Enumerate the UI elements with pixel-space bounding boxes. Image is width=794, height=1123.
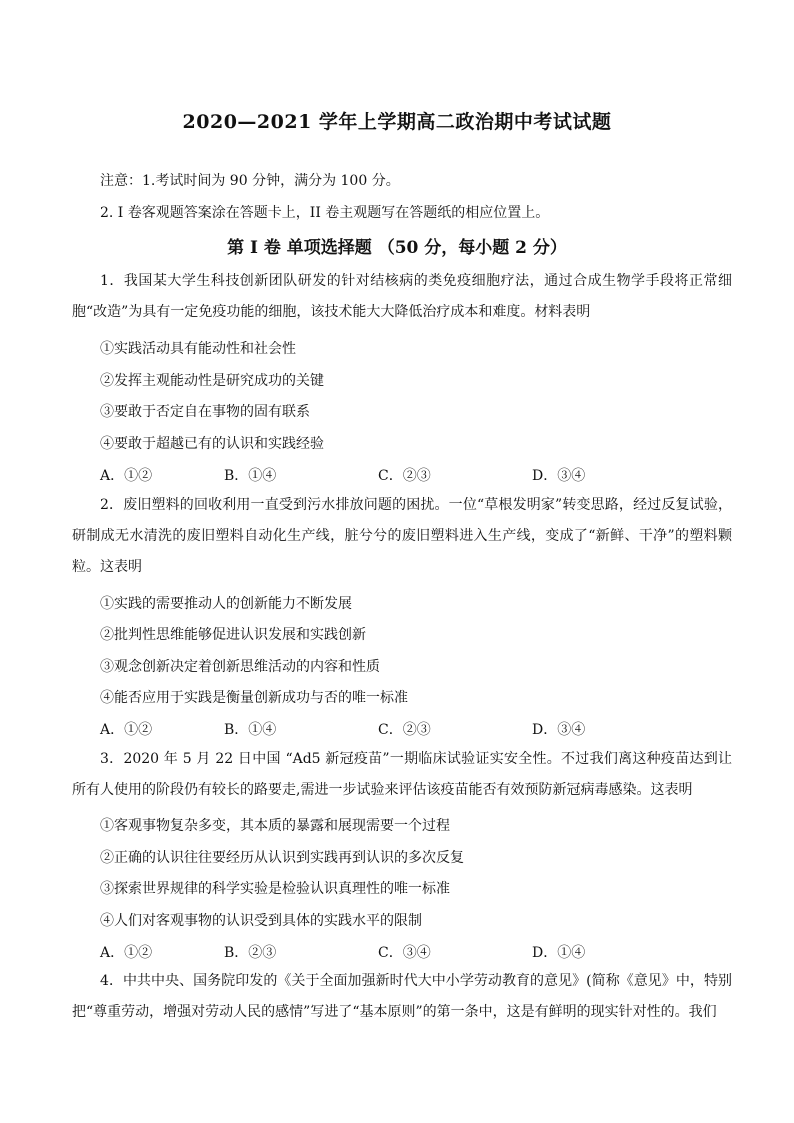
section-title: 第 I 卷 单项选择题 （50 分，每小题 2 分） [227,238,567,258]
choice-d: D．③④ [532,722,586,738]
question-2-item-1: ①实践的需要推动人的创新能力不断发展 [100,596,352,612]
question-1-item-4: ④要敢于超越已有的认识和实践经验 [100,436,324,452]
note-2: 2. I 卷客观题答案涂在答题卡上，II 卷主观题写在答题纸的相应位置上。 [100,205,550,221]
note-1: 注意：1.考试时间为 90 分钟，满分为 100 分。 [100,173,400,189]
question-2-item-4: ④能否应用于实践是衡量创新成功与否的唯一标准 [100,690,408,706]
choice-c: C．②③ [378,468,431,484]
choice-b: B．①④ [224,722,277,738]
choice-a: A．①② [100,722,153,738]
choice-a: A．①② [100,945,153,961]
question-1-item-3: ③要敢于否定自在事物的固有联系 [100,404,310,420]
question-3-stem: 3．2020 年 5 月 22 日中国 “Ad5 新冠疫苗”一期临床试验证实安全性。不过我们离这种疫苗达到让所有人使用的阶段仍有较长的路要走,需进一步试验来评估该疫苗能否有效预防新冠病毒感染。这表明 [72,751,732,798]
page-title: 2020—2021 学年上学期高二政治期中考试试题 [182,111,612,133]
question-3-item-1: ①客观事物复杂多变，其本质的暴露和展现需要一个过程 [100,818,450,834]
choice-c: C．②③ [378,722,431,738]
choice-b: B．②③ [224,945,277,961]
question-3-item-3: ③探索世界规律的科学实验是检验认识真理性的唯一标准 [100,881,450,897]
choice-c: C．③④ [378,945,431,961]
choice-b: B．①④ [224,468,277,484]
question-4-stem: 4．中共中央、国务院印发的《关于全面加强新时代大中小学劳动教育的意见》(简称《意见》中，特别把“尊重劳动，增强对劳动人民的感情”写进了“基本原则”的第一条中，这是有鲜明的现实针对性的。我们 [72,973,732,1020]
choice-d: D．①④ [532,945,586,961]
question-3-item-2: ②正确的认识往往要经历从认识到实践再到认识的多次反复 [100,850,464,866]
question-2-stem: 2．废旧塑料的回收利用一直受到污水排放问题的困扰。一位“草根发明家”转变思路，经过反复试验，研制成无水清洗的废旧塑料自动化生产线，脏兮兮的废旧塑料进入生产线，变成了“新鲜、干净”的塑料颗粒。这表明 [72,497,732,575]
question-1-stem: 1．我国某大学生科技创新团队研发的针对结核病的类免疫细胞疗法，通过合成生物学手段将正常细胞“改造”为具有一定免疫功能的细胞，该技术能大大降低治疗成本和难度。材料表明 [72,273,732,320]
question-3-item-4: ④人们对客观事物的认识受到具体的实践水平的限制 [100,913,422,929]
question-1-item-2: ②发挥主观能动性是研究成功的关键 [100,373,324,389]
question-1-item-1: ①实践活动具有能动性和社会性 [100,341,296,357]
question-2-item-3: ③观念创新决定着创新思维活动的内容和性质 [100,659,380,675]
choice-d: D．③④ [532,468,586,484]
question-2-item-2: ②批判性思维能够促进认识发展和实践创新 [100,627,366,643]
choice-a: A．①② [100,468,153,484]
